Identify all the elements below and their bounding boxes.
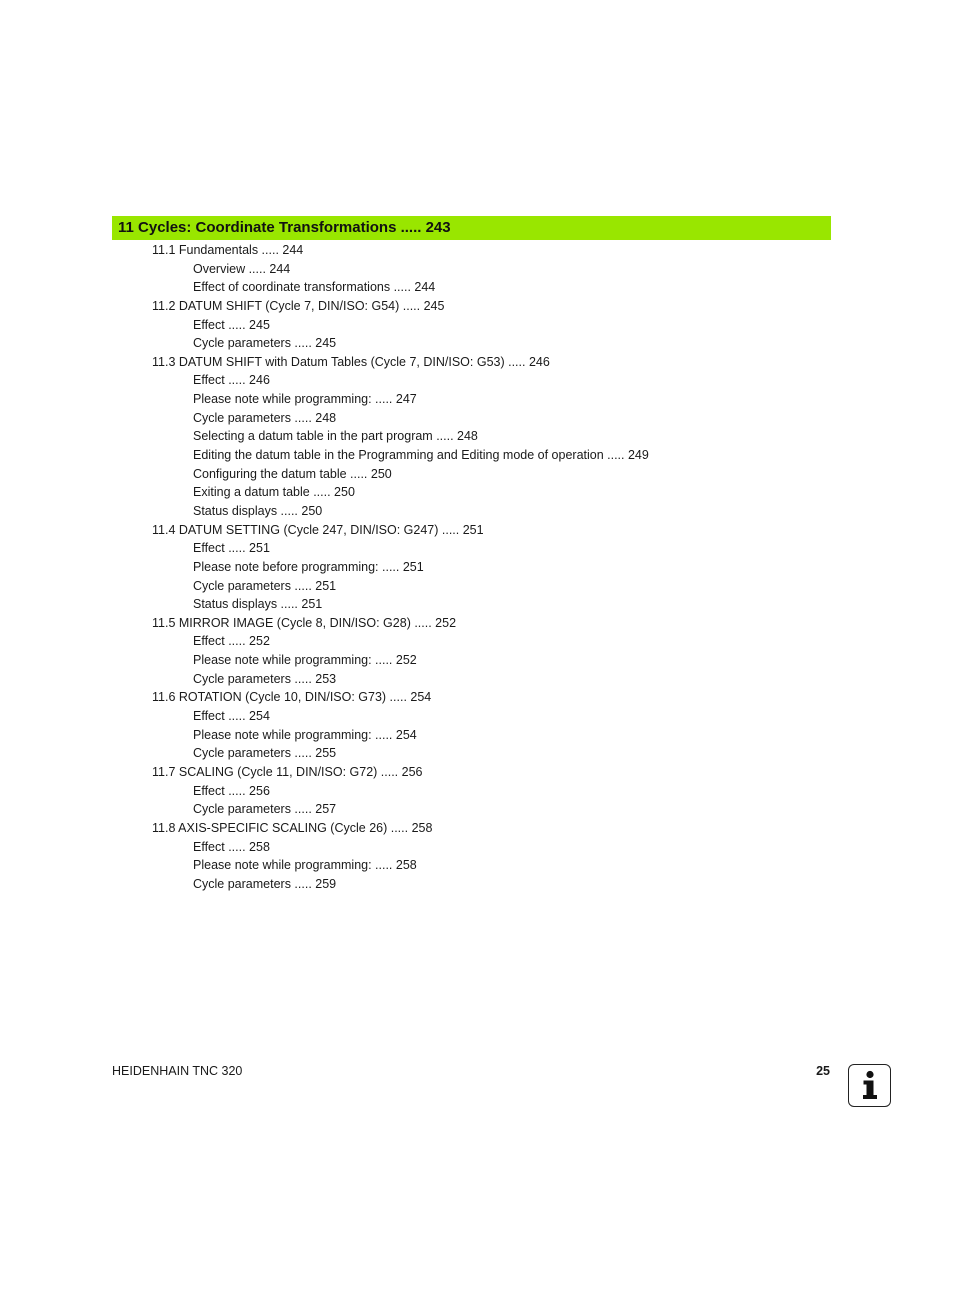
toc-section[interactable]: 11.6 ROTATION (Cycle 10, DIN/ISO: G73) ..... 254 xyxy=(152,690,432,705)
toc-subsection[interactable]: Effect ..... 251 xyxy=(193,541,270,556)
toc-subsection[interactable]: Effect ..... 254 xyxy=(193,709,270,724)
toc-subsection[interactable]: Cycle parameters ..... 253 xyxy=(193,671,337,686)
toc-subsection[interactable]: Editing the datum table in the Programming and Editing mode of operation ..... 249 xyxy=(193,448,649,463)
toc-subsection[interactable]: Overview ..... 244 xyxy=(193,261,291,276)
toc-section[interactable]: 11.8 AXIS-SPECIFIC SCALING (Cycle 26) ..... 258 xyxy=(152,820,433,835)
toc-subsection[interactable]: Configuring the datum table ..... 250 xyxy=(193,466,392,481)
toc-subsection[interactable]: Please note while programming: ..... 254 xyxy=(193,727,417,742)
toc-subsection[interactable]: Cycle parameters ..... 251 xyxy=(193,578,337,593)
info-glyph xyxy=(849,1065,889,1105)
toc-section[interactable]: 11.2 DATUM SHIFT (Cycle 7, DIN/ISO: G54) ..... 245 xyxy=(152,298,445,313)
page-number: 25 xyxy=(816,1064,830,1078)
toc-subsection[interactable]: Effect ..... 256 xyxy=(193,783,270,798)
toc-subsection[interactable]: Please note before programming: ..... 251 xyxy=(193,559,424,574)
toc-section[interactable]: 11.1 Fundamentals ..... 244 xyxy=(152,243,304,257)
toc-subsection[interactable]: Status displays ..... 251 xyxy=(193,597,323,612)
toc-subsection[interactable]: Cycle parameters ..... 259 xyxy=(193,876,337,891)
toc-subsection[interactable]: Effect ..... 252 xyxy=(193,634,270,649)
chapter-title[interactable]: 11 Cycles: Coordinate Transformations ..... 243 xyxy=(118,219,451,236)
toc-subsection[interactable]: Selecting a datum table in the part program ..... 248 xyxy=(193,429,478,444)
table-of-contents xyxy=(0,241,954,893)
toc-subsection[interactable]: Effect of coordinate transformations ..... 244 xyxy=(193,280,436,295)
toc-section[interactable]: 11.3 DATUM SHIFT with Datum Tables (Cycle 7, DIN/ISO: G53) ..... 246 xyxy=(152,354,550,369)
toc-subsection[interactable]: Please note while programming: ..... 247 xyxy=(193,392,417,407)
toc-subsection[interactable]: Cycle parameters ..... 255 xyxy=(193,746,337,761)
toc-subsection[interactable]: Effect ..... 246 xyxy=(193,373,270,388)
chapter-heading-bar xyxy=(112,216,831,240)
toc-subsection[interactable]: Cycle parameters ..... 257 xyxy=(193,802,337,817)
toc-subsection[interactable]: Please note while programming: ..... 252 xyxy=(193,653,417,668)
toc-subsection[interactable]: Effect ..... 245 xyxy=(193,317,270,332)
toc-subsection[interactable]: Exiting a datum table ..... 250 xyxy=(193,485,355,500)
toc-subsection[interactable]: Cycle parameters ..... 245 xyxy=(193,336,337,351)
toc-subsection[interactable]: Cycle parameters ..... 248 xyxy=(193,410,337,425)
footer-publisher: HEIDENHAIN TNC 320 xyxy=(112,1064,243,1078)
toc-section[interactable]: 11.7 SCALING (Cycle 11, DIN/ISO: G72) ..... 256 xyxy=(152,764,423,779)
info-icon xyxy=(848,1064,891,1107)
toc-subsection[interactable]: Status displays ..... 250 xyxy=(193,503,323,518)
toc-section[interactable]: 11.4 DATUM SETTING (Cycle 247, DIN/ISO: G247) ..... 251 xyxy=(152,522,484,537)
toc-subsection[interactable]: Please note while programming: ..... 258 xyxy=(193,858,417,873)
toc-subsection[interactable]: Effect ..... 258 xyxy=(193,839,270,854)
toc-section[interactable]: 11.5 MIRROR IMAGE (Cycle 8, DIN/ISO: G28) ..... 252 xyxy=(152,615,457,630)
